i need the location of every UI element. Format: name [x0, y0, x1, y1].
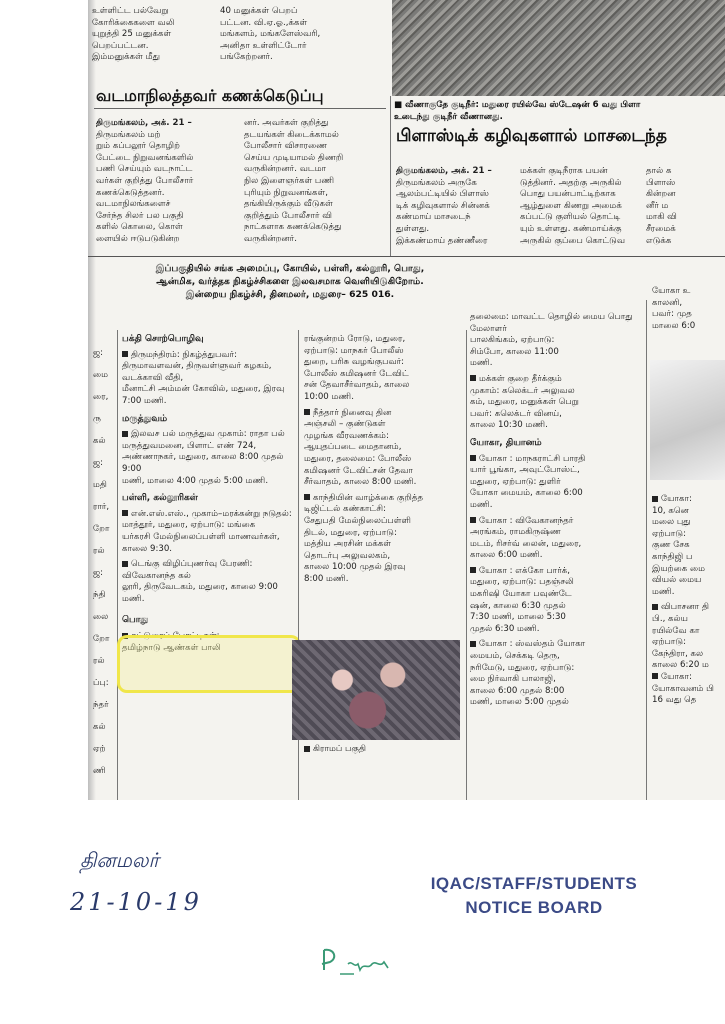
- article2-column1: திருமங்கலம், அக். 21 – திருமங்கலம் அருகே ஆலம்பட்டியில் பிளாஸ் டிக் கழிவுகளால் சின்னக் கண்மாய் மாசடைந் துள்ளது. இக்கண்மாய் தண்ணீரை: [396, 166, 492, 246]
- photo-caption: ■ வீணாகுதே குடிநீர்: மதுரை ரயில்வே ஸ்டேஷன் 6 வது பிளா உடைந்து குடிநீர் வீணானது.: [394, 100, 641, 122]
- column-divider: [390, 96, 391, 256]
- bullet-icon: [470, 517, 476, 523]
- handwritten-newspaper-name: தினமலர்: [80, 848, 159, 872]
- water-leak-photo: [392, 0, 725, 96]
- yellow-highlight-dengue-notice: [117, 635, 301, 693]
- portrait-photo: [650, 360, 725, 480]
- top-fragment-col2: 40 மனுக்கள் பெறப் பட்டன. வி.ஏ.ஓ.,க்கள் மங்களம், மங்களேஸ்வரி, அனிதா உள்ளிட்டோர் பங்கேற்றனர்.: [220, 6, 321, 63]
- events-column-c: தலைமை: மாவட்ட தொழில் மைய பொது மேலாளர் பாலகிங்கம், ஏற்பாடு: சிம்போ, காலை 11:00 மணி. மக்கள் குறை தீர்க்கும் முகாம்: கலெக்டர் அலுவல கம், மதுரை, மனுக்கள் பெறு பவர்: கலெக்டர் வினய், காலை 10:30 மணி. யோகா, தியானம் யோகா : மாநகராட்சி பாரதி யார் பூங்கா, அவுட்போஸ்ட், மதுரை, ஏற்பாடு: துளிர் யோகா மையம், காலை 6:00 மணி. யோகா : விவேகானந்தர் அரங்கம், ராமகிருஷ்ண மடம், ரிசர்வ் லைன், மதுரை, காலை 6:00 மணி. யோகா : எக்கோ பார்க், மதுரை, ஏற்பாடு: பதஞ்சலி மகரிஷி யோகா பவுண்டே ஷன், காலை 6:30 முதல் 7:30 மணி, மாலை 5:30 முதல் 6:30 மணி. யோகா : ஸ்வஸ்தம் யோகா மையம், செக்கடி தெரு, நரிமேடு, மதுரை, ஏற்பாடு: மை நிர்வாகி பாலாஜி, காலை 6:00 முதல் 8:00 மணி, மாலை 5:00 முதல்: [470, 312, 642, 709]
- bullet-icon: [304, 746, 310, 752]
- article2-column3: தால் க பிளாஸ் கின்றன னீர் ம மாகி வி சீரமைக் எடுக்க: [646, 166, 677, 246]
- bullet-icon: [470, 375, 476, 381]
- section-heading-religious-talk: பக்தி சொற்பொழிவு: [122, 334, 204, 344]
- exhibition-photo: [292, 640, 460, 740]
- article1-column1: திருமங்கலம், அக். 21 – திருமங்கலம் மற் றும் கப்பலூர் தொழிற் பேட்டை நிறுவனங்களில் பணி செய்யும் வடநாட்ட வர்கள் குறித்து போலீசார் கணக்கெடுத்தனர். வடமாநிலங்களைச் சேர்ந்த சிலர் பல பகுதி களில் கொலை, கொள் ளையில் ஈடுபடுகின்ற: [96, 118, 194, 244]
- article-headline-plastic-waste: பிளாஸ்டிக் கழிவுகளால் மாசடைந்த: [396, 126, 667, 146]
- bullet-icon: [122, 561, 128, 567]
- bullet-icon: [652, 496, 658, 502]
- section-heading-general: பொது: [122, 615, 149, 626]
- events-column-a: பக்தி சொற்பொழிவு திருமந்திரம்: நிகழ்த்துபவர்: திருமாவளவன், திருவள்ளுவர் கழகம், வடக்காவி வீதி, மீனாட்சி அம்மன் கோவில், மதுரை, இரவு 7:00 மணி. மருத்துவம் இலவச பல் மருத்துவ முகாம்: ராதா பல் மருத்துவமனை, பிளாட் எண் 724, அண்ணாநகர், மதுரை, காலை 8:00 முதல் 9:00 மணி, மாலை 4:00 முதல் 5:00 மணி. பள்ளி, கல்லூரிகள் என்.எஸ்.எஸ்., முகாம்–மரக்கன்று நடுதல்: மாத்தூர், மதுரை, ஏற்பாடு: மங்கை யர்கரசி மேல்நிலைப்பள்ளி மாணவர்கள், காலை 9:30. டெங்கு விழிப்புணர்வு பேரணி: விவேகானந்த கல் லூரி, திருவேடகம், மதுரை, காலை 9:00 மணி. பொது கட்டுரைப் போட்டிகள்: தமிழ்நாடு ஆண்கள் பாலி: [122, 334, 294, 654]
- section-divider: [88, 256, 725, 257]
- section-heading-yoga: யோகா, தியானம்: [470, 437, 542, 448]
- column-divider: [466, 330, 467, 800]
- bullet-icon: [122, 510, 128, 516]
- handwritten-date: 21-10-19: [70, 888, 202, 916]
- events-column-b: ரங்குன்றம் ரோடு, மதுரை, ஏற்பாடு: மாநகர் போலீஸ் துறை, பரிசு வழங்குபவர்: போலீஸ் கமிஷனர் டேவிட் சன் தேவாசீர்வாதம், காலை 10:00 மணி. நீத்தார் நினைவு தின அஞ்சலி – குண்டுகள் முழங்க வீரவணக்கம்: ஆயுதப்படை மைதானம், மதுரை, தலைமை: போலீஸ் கமிஷனர் டேவிட்சன் தேவா சீர்வாதம், காலை 8:00 மணி. காந்தியின் வாழ்க்கை குறித்த டிஜிட்டல் கண்காட்சி: சேதுபதி மேல்நிலைப்பள்ளி திடல், மதுரை, ஏற்பாடு: மத்திய அரசின் மக்கள் தொடர்பு அலுவலகம், காலை 10:00 முதல் இரவு 8:00 மணி.: [304, 334, 424, 584]
- divider: [94, 108, 386, 109]
- green-initials-signature: [318, 940, 404, 988]
- column-divider: [117, 330, 118, 800]
- section-heading-schools: பள்ளி, கல்லூரிகள்: [122, 493, 198, 504]
- bullet-icon: [470, 455, 476, 461]
- top-fragment-col1: உள்ளிட்ட பல்வேறு கோரிக்கைகளை வலி யுறுத்தி 25 மனுக்கள் பெறப்பட்டன. இம்மனுக்கள் மீது: [92, 6, 175, 63]
- article-headline-north-indians: வடமாநிலத்தவர் கணக்கெடுப்பு: [96, 86, 324, 105]
- bullet-icon: [304, 409, 310, 415]
- events-column-d-top: யோகா உ காலனி, பவர்: முத மாலை 6:0: [652, 286, 696, 331]
- column-divider: [646, 300, 647, 800]
- bullet-icon: [652, 604, 658, 610]
- events-banner: இப்பகுதியில் சங்க அமைப்பு, கோயில், பள்ளி, கல்லூரி, பொது, ஆன்மிக, வர்த்தக நிகழ்ச்சிகளை இலவசமாக வெளியிடுகிறோம். இன்றைய நிகழ்ச்சி, தினமலர், மதுரை– 625 016.: [155, 263, 425, 300]
- events-column-d-mid: யோகா: 10, கனெ மலை புது ஏற்பாடு: குண சேக காந்திஜி ப இயற்கை மை வியல் மைய மணி. விபாசனா தி பி., கல்ய ரயில்வே கா ஏற்பாடு: கேந்திரா, கல காலை 6:20 ம யோகா: யோகாவனம் பி 16 வது தெ: [652, 494, 714, 706]
- article2-column2: மக்கள் குடிநீராக பயன் டுத்தினர். அதற்கு அருகில் பொது பயன்பாட்டிற்காக ஆழ்துளை கிணறு அமைக் கப்பட்டு குளியல் தொட்டி யும் உள்ளது. கண்மாய்க்கு அருகில் குப்பை கொட்டுவ: [520, 166, 626, 246]
- bullet-icon: [304, 494, 310, 500]
- section-heading-medical: மருத்துவம்: [122, 413, 168, 424]
- article1-column2: னர். அவர்கள் குறித்து தடயங்கள் கிடைக்காமல் போலீசார் விசாரணை செய்ய முடியாமல் திணறி வருகின்றனர். வடமா நில இளைஞர்கள் பணி புரியும் நிறுவனங்கள், தங்கியிருக்கும் வீடுகள் குறித்தும் போலீசார் வி நாட்களாக கணக்கெடுத்து வருகின்றனர்.: [244, 118, 344, 244]
- bullet-icon: [470, 641, 476, 647]
- bullet-icon: [652, 673, 658, 679]
- events-column-b-bottom: கிராமப் பகுதி: [304, 744, 464, 756]
- bullet-icon: [470, 567, 476, 573]
- notice-board-stamp: IQAC/STAFF/STUDENTS NOTICE BOARD: [430, 874, 638, 917]
- left-edge-fragments: ஜ: மை ரை, ரு கல் ஜ: மதி ரார், றோ ரல் ஜ: ந்தி லை றோ ரல் ப்பு: ந்தர் கல் ஏற் ணி: [93, 348, 110, 776]
- bullet-icon: [122, 351, 128, 357]
- bullet-icon: [122, 431, 128, 437]
